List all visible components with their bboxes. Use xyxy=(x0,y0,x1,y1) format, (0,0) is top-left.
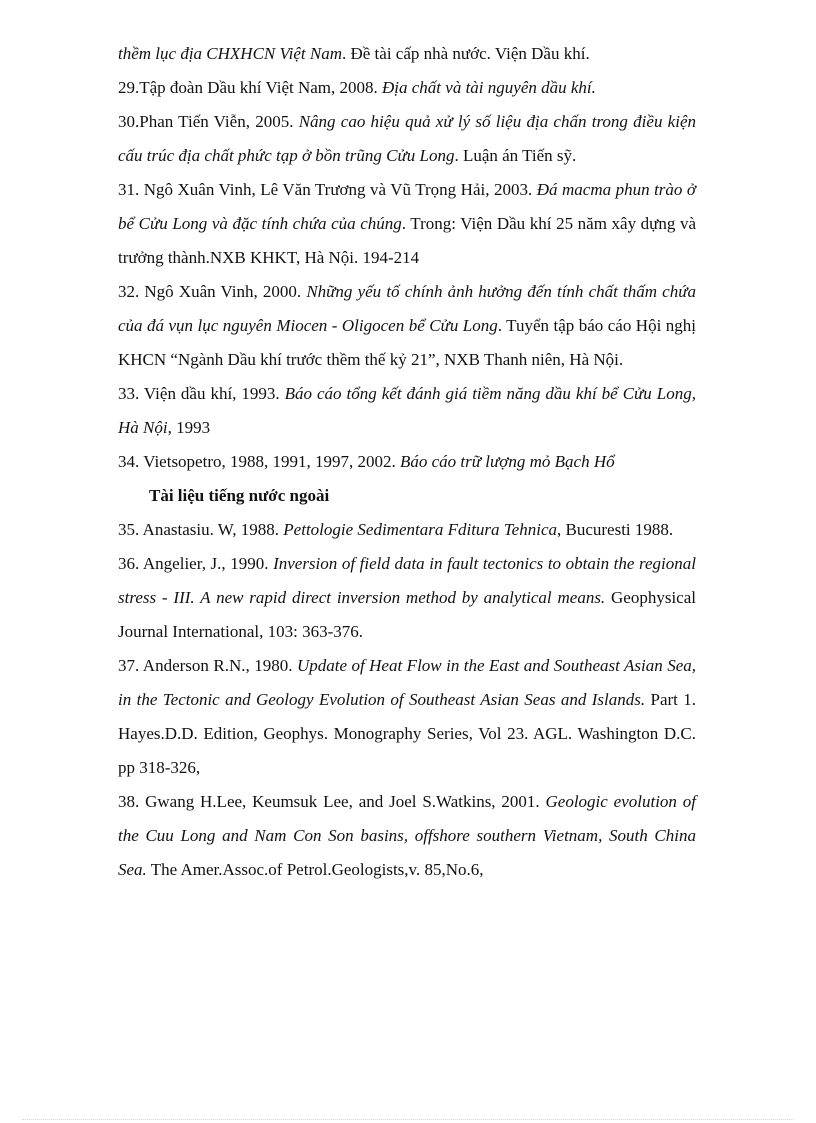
reference-author: 32. Ngô Xuân Vinh, 2000. xyxy=(118,282,307,301)
reference-author: 36. Angelier, J., 1990. xyxy=(118,554,274,573)
reference-36 xyxy=(118,547,696,649)
reference-author: 35. Anastasiu. W, 1988. xyxy=(118,520,284,539)
reference-title: thềm lục địa CHXHCN Việt Nam xyxy=(118,44,342,63)
reference-source: . Đề tài cấp nhà nước. Viện Dầu khí. xyxy=(341,44,590,63)
reference-title: Những yếu tố chính ảnh hưởng đến tính chất thấm chứa của đá vụn lục nguyên Miocen - Oligocen bể Cửu Long xyxy=(118,282,696,335)
reference-author: 30.Phan Tiến Viễn, 2005. xyxy=(118,112,299,131)
reference-source: Part 1. Hayes.D.D. Edition, Geophys. Monography Series, Vol 23. AGL. Washington D.C. pp 318-326, xyxy=(118,690,697,777)
reference-32 xyxy=(118,275,696,377)
reference-source: , 1993 xyxy=(167,418,211,437)
reference-author: 29.Tập đoàn Dầu khí Việt Nam, 2008. xyxy=(118,78,383,97)
reference-title: Nâng cao hiệu quả xử lý số liệu địa chấn trong điều kiện cấu trúc địa chất phức tạp ở bồn trũng Cửu Long xyxy=(118,112,696,165)
reference-list xyxy=(118,37,696,887)
reference-33 xyxy=(118,377,696,445)
reference-title: Update of Heat Flow in the East and Southeast Asian Sea, in the Tectonic and Geology Evolution of Southeast Asian Seas and Islands. xyxy=(118,656,696,709)
reference-title: Inversion of field data in fault tectonics to obtain the regional stress - III. A new rapid direct inversion method by analytical means. xyxy=(118,554,696,607)
section-heading-foreign-references: Tài liệu tiếng nước ngoài xyxy=(149,486,330,505)
reference-title: Báo cáo tổng kết đánh giá tiềm năng dầu khí bể Cửu Long, Hà Nội xyxy=(118,384,696,437)
reference-30 xyxy=(118,105,696,173)
page-bottom-divider xyxy=(22,1119,794,1120)
reference-title: Địa chất và tài nguyên dầu khí. xyxy=(382,78,596,97)
reference-author: 33. Viện dầu khí, 1993. xyxy=(118,384,285,403)
reference-source: . Luận án Tiến sỹ. xyxy=(454,146,577,165)
reference-29 xyxy=(118,71,696,105)
reference-source: , Bucuresti 1988. xyxy=(557,520,674,539)
reference-37 xyxy=(118,649,696,785)
reference-31 xyxy=(118,173,696,275)
reference-author: 38. Gwang H.Lee, Keumsuk Lee, and Joel S.Watkins, 2001. xyxy=(118,792,546,811)
reference-title: Báo cáo trữ lượng mỏ Bạch Hổ xyxy=(400,452,615,471)
reference-source: . Trong: Viện Dầu khí 25 năm xây dựng và trưởng thành.NXB KHKT, Hà Nội. 194-214 xyxy=(118,214,697,267)
reference-source: . Tuyển tập báo cáo Hội nghị KHCN “Ngành Dầu khí trước thềm thế kỷ 21”, NXB Thanh niên, Hà Nội. xyxy=(118,316,696,369)
reference-author: 31. Ngô Xuân Vinh, Lê Văn Trương và Vũ Trọng Hải, 2003. xyxy=(118,180,537,199)
reference-38 xyxy=(118,785,696,887)
reference-28-continued xyxy=(118,37,696,71)
reference-source: Geophysical Journal International, 103: 363-376. xyxy=(118,588,696,641)
reference-title: Pettologie Sedimentara Fditura Tehnica xyxy=(283,520,557,539)
reference-title: Geologic evolution of the Cuu Long and Nam Con Son basins, offshore southern Vietnam, South China Sea. xyxy=(118,792,696,879)
reference-author: 37. Anderson R.N., 1980. xyxy=(118,656,297,675)
reference-source: The Amer.Assoc.of Petrol.Geologists,v. 85,No.6, xyxy=(146,860,484,879)
reference-author: 34. Vietsopetro, 1988, 1991, 1997, 2002. xyxy=(118,452,400,471)
reference-35 xyxy=(118,513,696,547)
reference-title: Đá macma phun trào ở bể Cửu Long và đặc tính chứa của chúng xyxy=(118,180,696,233)
reference-34 xyxy=(118,445,696,479)
